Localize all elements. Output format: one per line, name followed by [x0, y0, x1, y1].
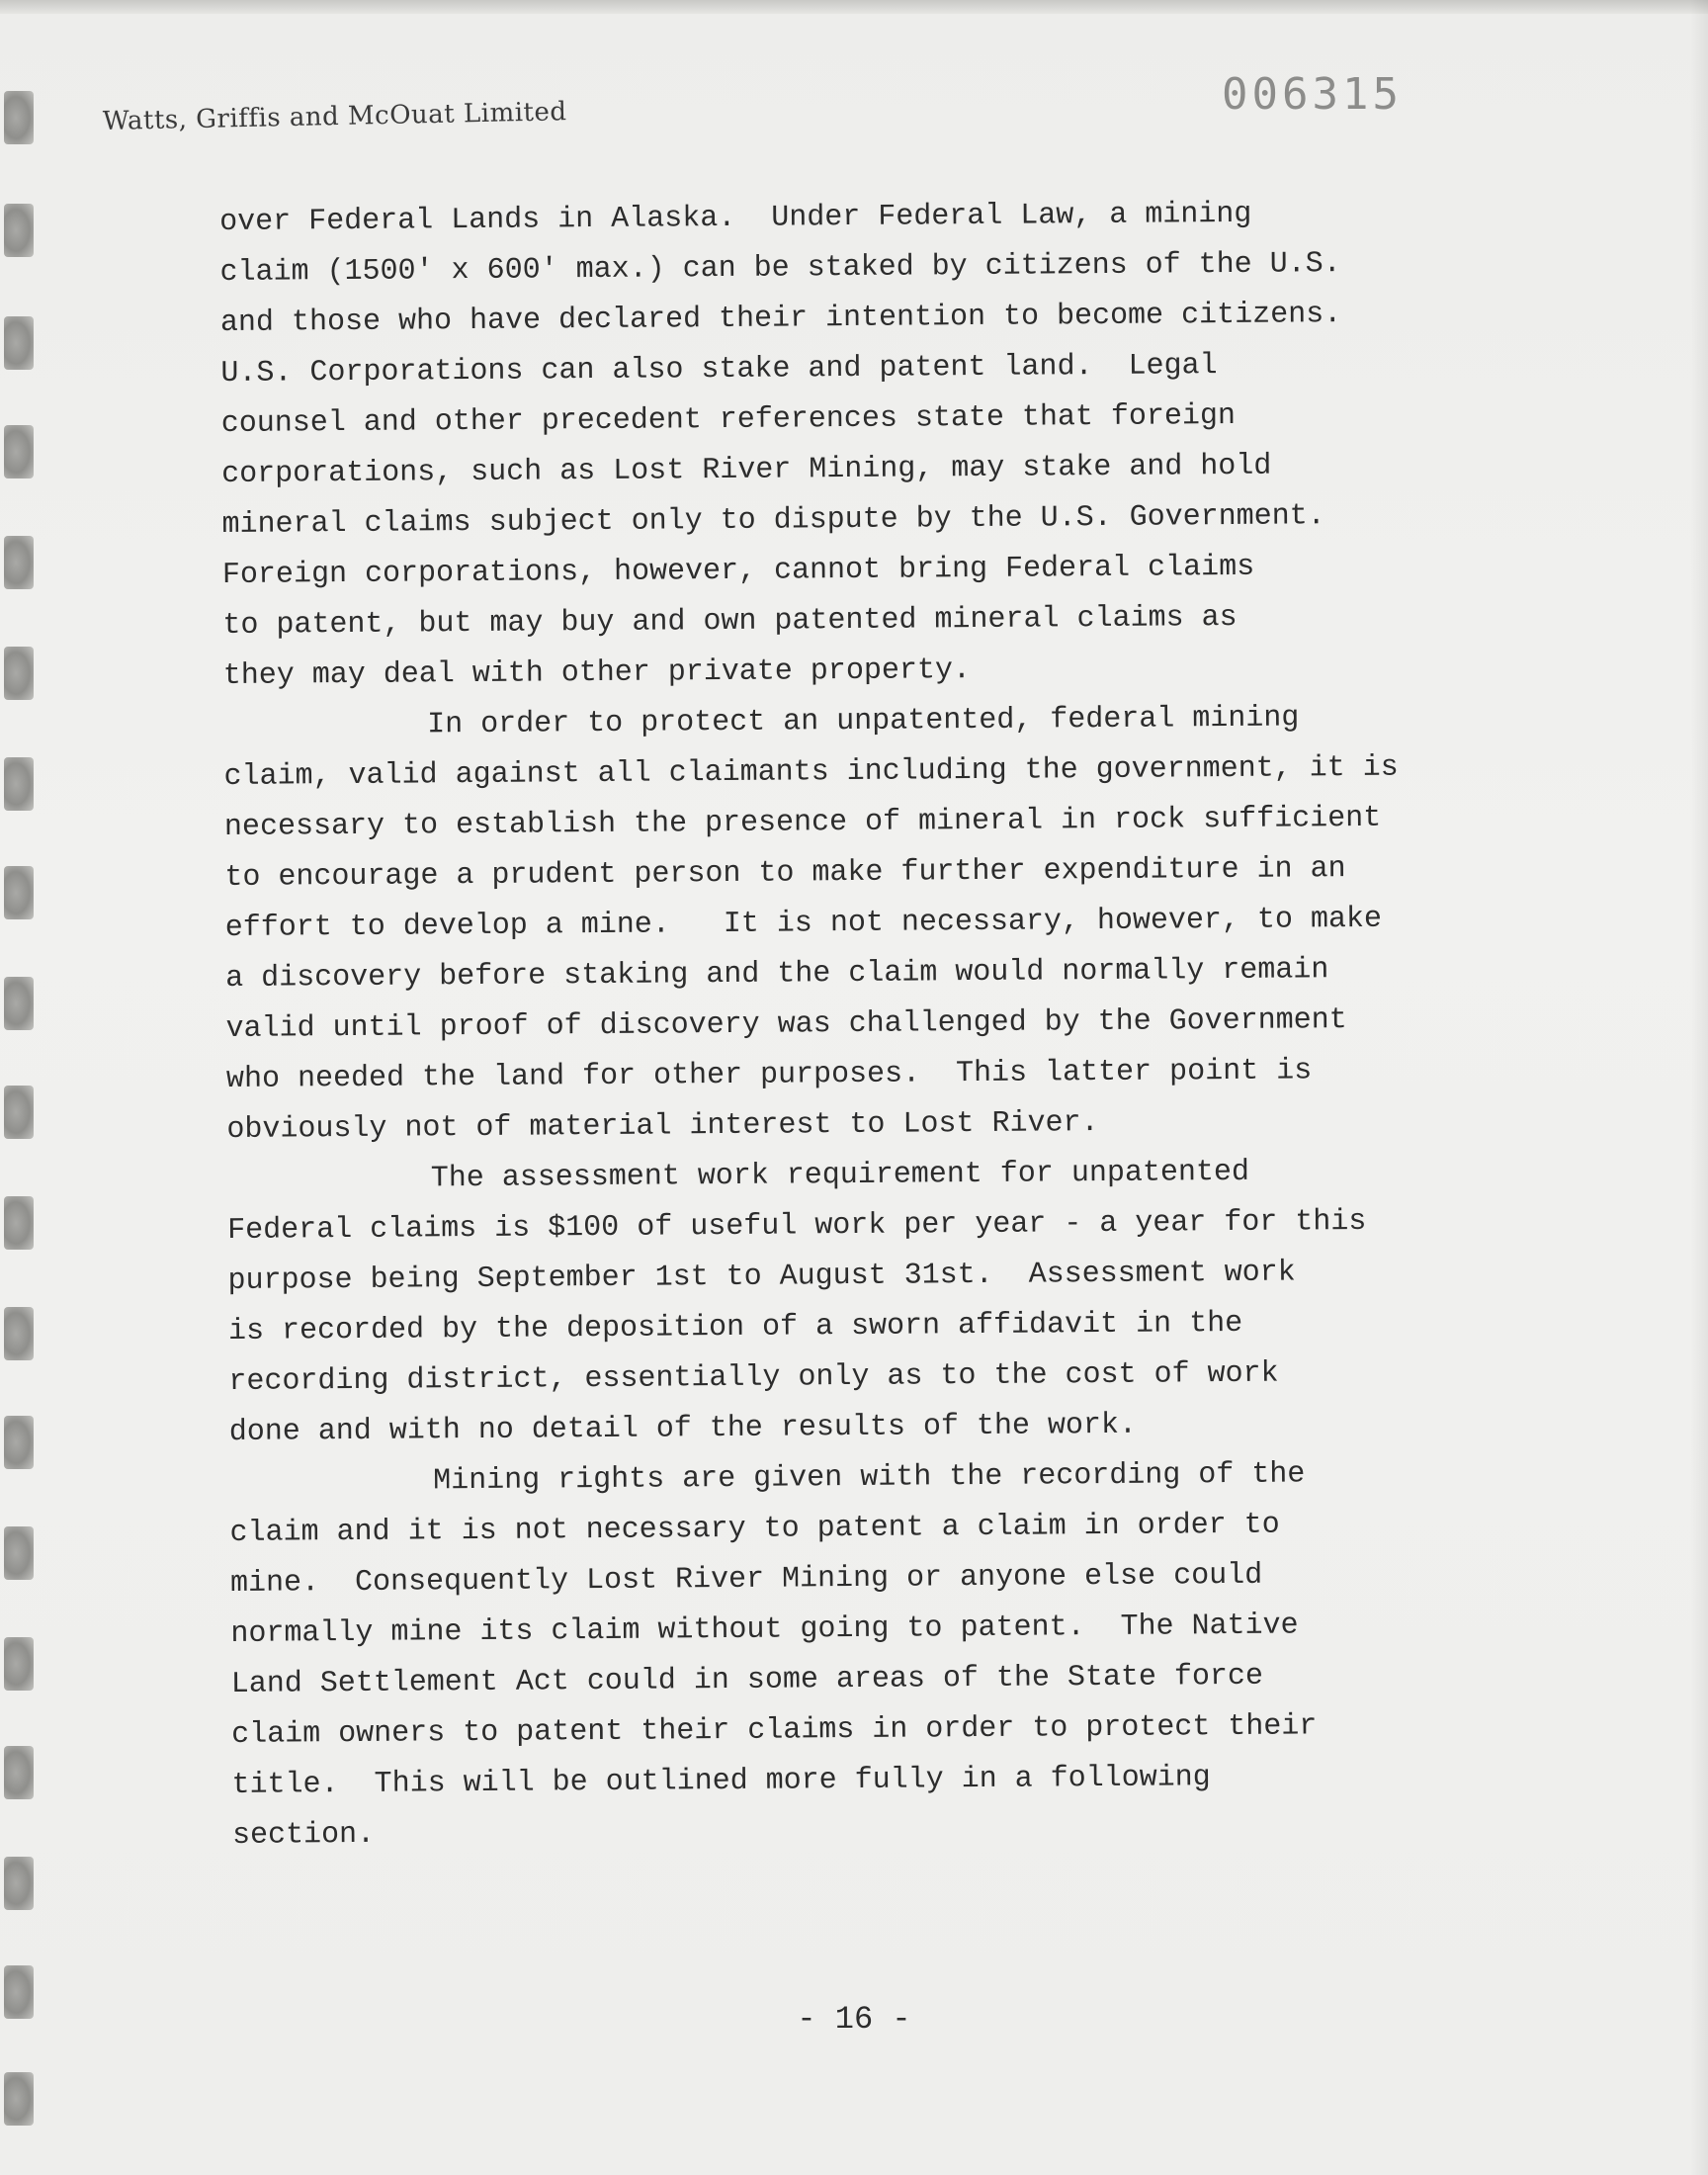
text-line: obviously not of material interest to Lost River. — [226, 1106, 1099, 1147]
binding-hole — [4, 866, 34, 919]
page-number: - 16 - — [797, 2001, 911, 2038]
text-line: Land Settlement Act could in some areas of the State force — [230, 1659, 1264, 1701]
text-line: necessary to establish the presence of mineral in rock sufficient — [223, 801, 1382, 844]
paragraph-first-line: The assessment work requirement for unpatented — [430, 1155, 1250, 1196]
text-line: effort to develop a mine. It is not necessary, however, to make — [224, 902, 1383, 945]
binding-hole — [4, 647, 34, 700]
text-line: counsel and other precedent references state that foreign — [220, 398, 1237, 441]
text-line: Foreign corporations, however, cannot bring Federal claims — [221, 550, 1255, 592]
text-line: title. This will be outlined more fully in a following — [231, 1761, 1211, 1802]
paragraph-first-line: Mining rights are given with the recording of the — [433, 1457, 1306, 1499]
binding-hole — [4, 1086, 34, 1139]
paragraph-first-line: In order to protect an unpatented, federal mining — [427, 701, 1300, 742]
text-line: claim, valid against all claimants including the government, it is — [223, 750, 1399, 794]
text-line: recording district, essentially only as to the cost of work — [228, 1356, 1279, 1399]
text-line: over Federal Lands in Alaska. Under Federal Law, a mining — [219, 197, 1252, 239]
text-line: and those who have declared their intention to become citizens. — [219, 298, 1342, 340]
binding-hole — [4, 1746, 34, 1799]
text-line: claim (1500' x 600' max.) can be staked by citizens of the U.S. — [219, 247, 1341, 290]
binding-hole — [4, 425, 34, 478]
page-top-edge — [0, 0, 1708, 14]
text-line: normally mine its claim without going to patent. The Native — [230, 1609, 1299, 1651]
binding-hole — [4, 1637, 34, 1691]
body-text — [219, 187, 1557, 1861]
binding-hole — [4, 1857, 34, 1910]
binding-hole — [4, 1196, 34, 1250]
binding-hole — [4, 204, 34, 257]
text-line: a discovery before staking and the claim would normally remain — [225, 953, 1329, 996]
text-line: valid until proof of discovery was challenged by the Government — [225, 1003, 1347, 1046]
document-number-stamp: 006315 — [1222, 69, 1403, 120]
spiral-binding — [0, 0, 40, 2175]
binding-hole — [4, 977, 34, 1030]
text-line: corporations, such as Lost River Mining, may stake and hold — [221, 449, 1272, 491]
page-edge-shadow — [1690, 0, 1708, 2175]
text-line: is recorded by the deposition of a sworn affidavit in the — [227, 1306, 1243, 1348]
binding-hole — [4, 1526, 34, 1580]
binding-hole — [4, 316, 34, 370]
binding-hole — [4, 757, 34, 811]
text-line: section. — [231, 1817, 376, 1853]
text-line: claim owners to patent their claims in order to protect their — [231, 1709, 1318, 1752]
text-line: mineral claims subject only to dispute by the U.S. Government. — [221, 499, 1325, 542]
text-line: done and with no detail of the results of the work. — [228, 1408, 1138, 1449]
binding-hole — [4, 91, 34, 144]
letterhead: Watts, Griffis and McOuat Limited — [102, 97, 567, 136]
text-line: Federal claims is $100 of useful work per year - a year for this — [227, 1204, 1367, 1248]
text-line: purpose being September 1st to August 31st. Assessment work — [227, 1256, 1296, 1298]
text-line: claim and it is not necessary to patent a claim in order to — [229, 1508, 1280, 1550]
text-line: U.S. Corporations can also stake and patent land. Legal — [220, 349, 1218, 391]
text-line: who needed the land for other purposes. This latter point is — [225, 1054, 1313, 1096]
text-line: to encourage a prudent person to make further expenditure in an — [224, 852, 1346, 895]
text-line: they may deal with other private property. — [222, 653, 972, 693]
binding-hole — [4, 1307, 34, 1360]
binding-hole — [4, 1416, 34, 1469]
text-line: to patent, but may buy and own patented mineral claims as — [222, 600, 1238, 643]
binding-hole — [4, 2072, 34, 2126]
binding-hole — [4, 536, 34, 589]
text-line: mine. Consequently Lost River Mining or anyone else could — [229, 1558, 1263, 1601]
